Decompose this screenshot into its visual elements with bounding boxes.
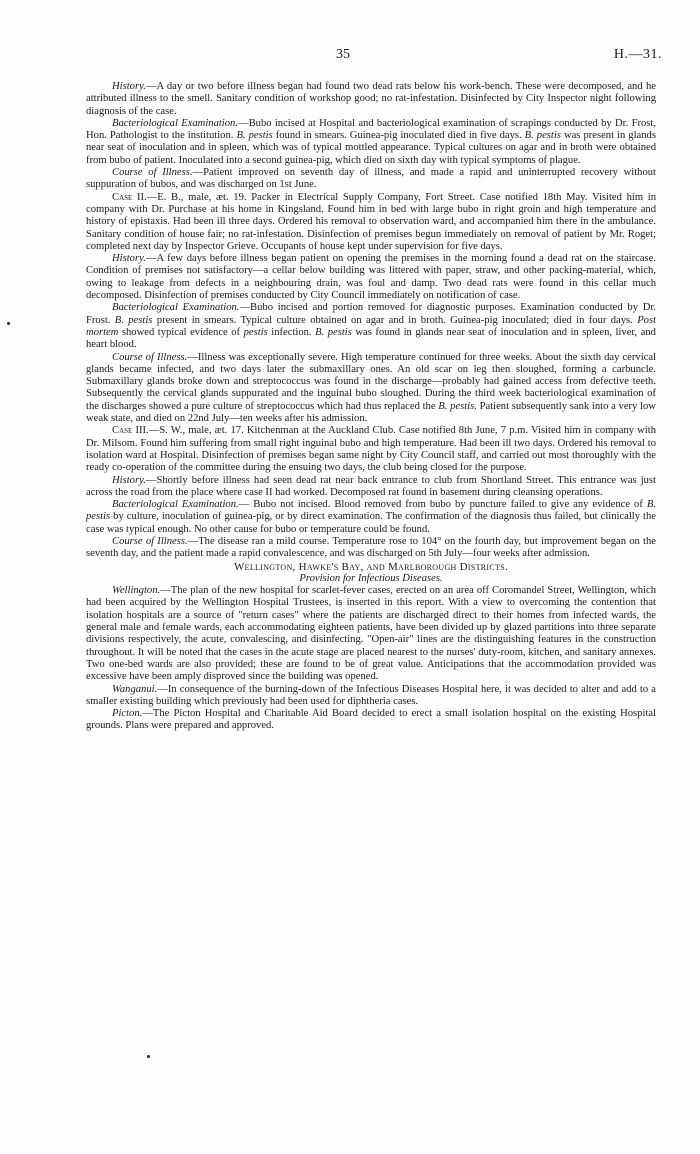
history-label: History. [112,81,146,92]
case2-bacteriology-paragraph [86,302,656,351]
wellington-paragraph [86,585,656,683]
paragraph-text: found in smears. Guinea-pig inoculated died in five days. [275,130,522,142]
organism-name: B. pestis [524,130,561,142]
case1-course-paragraph [86,167,656,192]
organism-name: B. pestis [86,499,656,523]
case1-bacteriology-paragraph [86,118,656,167]
bacteriology-label: Bacteriological Examination. [112,117,238,129]
history-label: History. [112,253,146,265]
paragraph-text: — Bubo not incised. Blood removed from bubo by puncture failed to give any evidence of [238,499,643,511]
wellington-label: Wellington. [112,585,161,597]
paragraph-text: Patient subsequently sank into a very low weak state, and died on 22nd July—ten weeks after his admission. [86,400,656,425]
margin-mark [147,1055,150,1058]
section-heading: Wellington, Hawke's Bay, and Marlborough Districts. [233,560,509,573]
page-reference: H.—31. [613,47,662,62]
page-header [0,47,700,67]
case3-course-paragraph [86,536,656,561]
wanganui-label: Wanganui. [112,683,158,695]
paragraph-text: —Shortly before illness had seen dead rat near back entrance to club from Shortland Street. This entrance was just across the road from the place where case II had worked. Decomposed rat found in basement during cleansing operations. [86,474,656,498]
paragraph-text: was present in glands near seat of inoculation and in spleen, which was of typical mottled appearance. Typical cultures on agar and in broth were obtained from bubo of patient. Inoculated into a second guinea-pig, which died on sixth day with typical symptoms of plague. [86,130,656,166]
post-mortem-label: Post mortem [86,314,657,338]
case2-history-paragraph [86,253,656,302]
paragraph-text: —E. B., male, æt. 19. Packer in Electrical Supply Company, Fort Street. Case notified 18th May. Visited him in company with Dr. Purchase at his home in Kingsland. Found him in bed with large bubo in right groin and high temperature and history of epistaxis. Had been ill three days. Ordered his removal to observation ward, and accompanied him there in the ambulance. Sanitary condition of house fair; no rat-infestation. Disinfection of premises begun immediately on removal of patient by Mr. Roget; completed next day by Inspector Grieve. Occupants of house kept under supervision for five days. [86,191,656,252]
paragraph-text: was found in glands near seat of inoculation and in spleen, liver, and heart blood. [86,326,656,351]
history-label: History. [112,474,146,486]
paragraph-text: —The disease ran a mild course. Temperature rose to 104° on the fourth day, but improvement began on the seventh day, and the patient made a rapid convalescence, and was discharged on 5th July—four weeks after admission. [86,535,656,560]
course-label: Course of Illness. [112,535,188,547]
case-label: Case II. [112,191,147,203]
paragraph-text: showed typical evidence of [121,326,241,338]
paragraph-text: —Patient improved on seventh day of illness, and made a rapid and uninterrupted recovery without suppuration of bubos, and was discharged on 1st June. [86,167,656,191]
paragraph-text: present in smears. Typical culture obtained on agar and in broth. Guinea-pig inoculated; died in four days. [156,314,633,326]
paragraph-text: —A few days before illness began patient on opening the premises in the morning found a dead rat on the staircase. Condition of premises not satisfactory—a cellar below building was littered with paper, straw, and other packing-material, which, owing to leakage from defects in a neighbouring drain, was foul and damp. Two dead rats were found in this cellar much decomposed. Disinfection of premises conducted by City Council immediately on notification of case. [86,253,656,302]
organism-name: B. pestis [114,314,153,326]
margin-mark [7,322,10,325]
history-text: —A day or two before illness began had found two dead rats below his work-bench. These were decomposed, and he attributed illness to the smell. Sanitary condition of workshop good; no rat-infestation. Disinfected by City Inspector night following diagnosis of the case. [86,81,656,117]
paragraph-text: —The Picton Hospital and Charitable Aid Board decided to erect a small isolation hospital on the existing Hospital grounds. Plans were prepared and approved. [86,708,656,732]
case3-history-paragraph [86,475,656,500]
organism-name: B. pestis. [438,400,477,412]
body-text [86,81,656,733]
paragraph-text: —S. W., male, æt. 17. Kitchenman at the Auckland Club. Case notified 8th June, 7 p.m. Visited him in company with Dr. Milsom. Found him suffering from small right inguinal bubo and high temperature. Had been ill two days. Ordered his removal to isolation ward at Hospital. Disinfection of premises began same night by City Council staff, and carried out most thoroughly with the ready co-operation of the committee during the ensuing two days, the club being closed for the purpose. [86,425,656,474]
section-subheading: Provision for Infectious Diseases. [299,572,443,584]
case3-intro-paragraph [86,425,656,474]
paragraph-text: by culture, inoculation of guinea-pig, or by direct examination. The confirmation of the diagnosis thus failed, but clinically the case was typical enough. No other cause for bubo or temperature could be found. [86,511,656,535]
wanganui-paragraph [86,684,656,709]
bacteriology-label: Bacteriological Examination. [112,302,240,314]
picton-label: Picton. [112,708,143,720]
paragraph-text: infection. [271,326,312,338]
paragraph-text: —The plan of the new hospital for scarlet-fever cases, erected on an area off Coromandel Street, Wellington, which had been acquired by the Wellington Hospital Trustees, is inserted in this report. With a view to overcoming the contention that isolation hospitals are a source of "return cases" where the patients are discharged direct to their homes from infected wards, the general male and female wards, each accommodating eighteen patients, have been divided up by glazed partitions into three separate divisions respectively, the acute, convalescing, and disinfecting. "Open-air" lines are the distinguishing features in the construction throughout. It will be noted that the cases in the acute stage are placed nearest to the nurses' duty-room, kitchen, and sanitary annexes. Two one-bed wards are also provided; these are found to be of great value. Anticipations that the accommodation provided was excessive have been amply disproved since the building was opened. [86,585,656,683]
page-number: 35 [336,47,350,62]
case1-history-paragraph [86,81,656,118]
paragraph-text: —In consequence of the burning-down of the Infectious Diseases Hospital here, it was decided to alter and add to a smaller existing building which previously had been used for diphtheria cases. [86,683,656,707]
course-label: Course of Illness. [112,167,193,179]
bacteriology-label: Bacteriological Examination. [112,499,239,511]
case2-course-paragraph [86,352,656,426]
organism-name: pestis [243,326,268,338]
picton-paragraph [86,708,656,733]
organism-name: B. pestis [315,326,352,338]
case-label: Case III. [112,425,149,437]
paragraph-text: —Illness was exceptionally severe. High temperature continued for three weeks. About the sixth day cervical glands became infected, and two days later the submaxillary ones. An old scar on leg then sloughed, forming a carbuncle. Submaxillary glands broke down and streptococcus was found in the discharge—probably had gained access from defective teeth. Subsequently the cervical glands suppurated and the inguinal bubo sloughed. During the third week bacteriological examination of the discharges showed a pure culture of streptococcus which had thus replaced the [86,351,656,412]
course-label: Course of Illness. [112,351,188,363]
case3-bacteriology-paragraph [86,499,656,536]
paragraph-text: —Bubo incised and portion removed for diagnostic purposes. Examination conducted by Dr. Frost. [86,302,656,326]
organism-name: B. pestis [236,130,273,142]
paragraph-text: —Bubo incised at Hospital and bacteriological examination of scrapings conducted by Dr. Frost, Hon. Pathologist to the institution. [86,117,656,142]
case2-intro-paragraph [86,192,656,253]
